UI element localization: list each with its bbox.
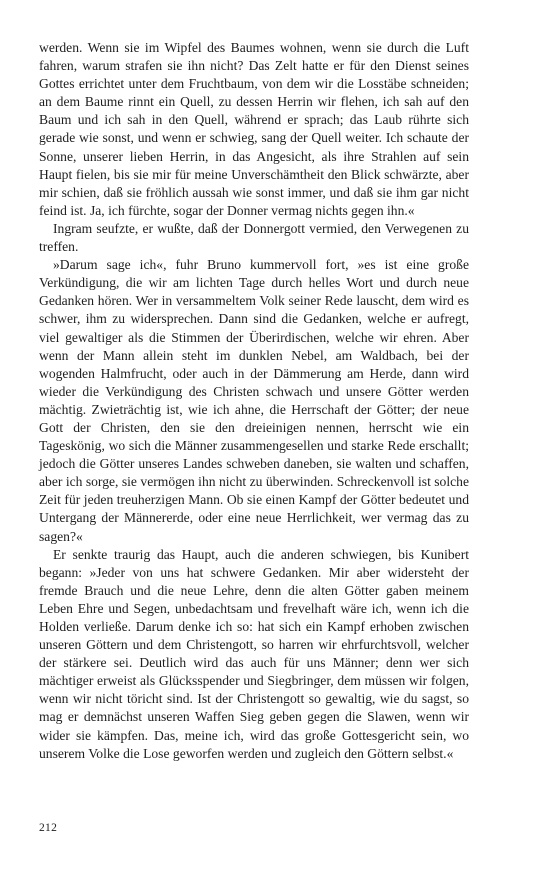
paragraph: »Darum sage ich«, fuhr Bruno kummervoll fort, »es ist eine große Verkündigung, die wir am lichten Tage durch helles Wort und durch neue Gedanken hören. Wer in versammeltem Volk seiner Rede lauscht, dem wird es schwer, ihm zu widersprechen. Dann sind die Gedanken, welche er aufregt, viel gewaltiger als die Stimmen der Überirdischen, welche wir ehren. Aber wenn der Mann allein steht im dunklen Nebel, am Waldbach, bei der wogenden Halmfrucht, oder auch in der Dämmerung am Herde, dann wird wieder die Verkündigung des Christen schwach und unsere Götter werden mächtig. Zwieträchtig ist, wie ich ahne, die Herrschaft der Götter; der neue Gott der Christen, den sie den dreieinigen nennen, herrscht wie ein Tageskönig, wo sich die Männer zusammengesellen und starke Rede erschallt; jedoch die Götter unseres Landes schweben daneben, sie walten und schaffen, aber ich sorge, sie vermögen ihn nicht zu überwinden. Schreckenvoll ist solche Zeit für jeden treuherzigen Mann. Ob sie einen Kampf der Götter bedeutet und Untergang der Männererde, oder eine neue Herrlichkeit, wer vermag das zu sagen?« [39,257,469,544]
page-number: 212 [39,822,58,834]
paragraph: Er senkte traurig das Haupt, auch die anderen schwiegen, bis Kunibert begann: »Jeder von uns hat schwere Gedanken. Mir aber widersteht der fremde Brauch und die neue Lehre, denn die alten Götter gaben meinem Leben Ehre und Segen, unbedachtsam und frevelhaft wäre ich, wenn ich die Holden verließe. Darum denke ich so: hat sich ein Kampf erhoben zwischen unseren Göttern und dem Christengott, so harren wir ehrfurchtsvoll, welcher der stärkere sei. Deutlich wird das auch für uns Männer; denn wer sich mächtiger erweist als Glücksspender und Siegbringer, dem müssen wir folgen, wenn wir nicht töricht sind. Ist der Christengott so gewaltig, wie du sagst, so mag er demnächst unseren Waffen Sieg geben gegen die Slawen, wenn wir wider sie kämpfen. Das, meine ich, wird das große Gottesgericht sein, wo unserem Volke die Lose geworfen werden und zugleich den Göttern selbst.« [39,546,469,761]
paragraph: Ingram seufzte, er wußte, daß der Donnergott vermied, den Verwegenen zu treffen. [39,220,469,255]
body-text [39,39,469,763]
paragraph: werden. Wenn sie im Wipfel des Baumes wohnen, wenn sie durch die Luft fahren, warum strafen sie ihn nicht? Das Zelt hatte er für den Dienst seines Gottes errichtet unter dem Fruchtbaum, von dem wir die Losstäbe schneiden; an dem Baume rinnt ein Quell, zu dessen Herrin wir flehen, ich sah auf den Baum und ich sah in den Quell, während er sprach; das Laub rührte sich gerade wie sonst, und wenn er schwieg, sang der Quell weiter. Ich schaute der Sonne, unserer lieben Herrin, in das Angesicht, als ihre Strahlen auf sein Haupt fielen, bis sie mir für meine Unverschämtheit den Blick schwärzte, aber mir schien, daß sie fröhlich aussah wie sonst immer, und daß sie ihm gar nicht feind ist. Ja, ich fürchte, sogar der Donner vermag nichts gegen ihn.« [39,40,469,218]
